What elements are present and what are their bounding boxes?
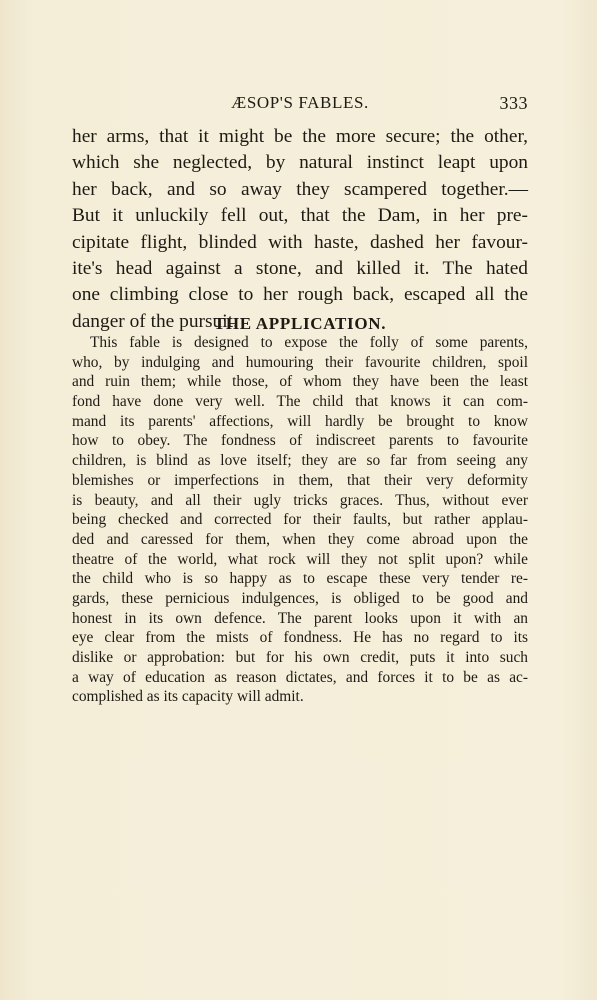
- text-line: ded and caressed for them, when they come abroad upon the: [72, 530, 528, 548]
- text-line: one climbing close to her rough back, escaped all the: [72, 284, 528, 306]
- text-line: the child who is so happy as to escape these very tender re-: [72, 570, 528, 588]
- text-line: honest in its own defence. The parent looks upon it with an: [72, 609, 528, 627]
- text-line: complished as its capacity will admit.: [72, 688, 304, 706]
- application-heading: THE APPLICATION.: [213, 314, 387, 333]
- text-line: eye clear from the mists of fondness. He has no regard to its: [72, 629, 528, 647]
- text-line: who, by indulging and humouring their favourite children, spoil: [72, 353, 528, 371]
- text-line: how to obey. The fondness of indiscreet parents to favourite: [72, 432, 528, 450]
- text-line: ite's head against a stone, and killed it. The hated: [72, 257, 528, 279]
- text-line: being checked and corrected for their faults, but rather applau-: [72, 511, 528, 529]
- running-title: ÆSOP'S FABLES.: [231, 93, 369, 112]
- text-line: children, is blind as love itself; they are so far from seeing any: [72, 452, 528, 470]
- text-line: dislike or approbation: but for his own credit, puts it into such: [72, 649, 528, 666]
- text-line: fond have done very well. The child that knows it can com-: [72, 393, 528, 411]
- text-line: and ruin them; while those, of whom they have been the least: [72, 373, 528, 391]
- running-head: [72, 93, 528, 115]
- text-line: gards, these pernicious indulgences, is obliged to be good and: [72, 589, 528, 607]
- text-line: cipitate flight, blinded with haste, dashed her favour-: [72, 231, 528, 253]
- text-line: But it unluckily fell out, that the Dam, in her pre-: [72, 205, 528, 227]
- text-line: blemishes or imperfections in them, that their very deformity: [72, 471, 528, 489]
- text-line: her arms, that it might be the more secure; the other,: [72, 126, 528, 147]
- text-line: her back, and so away they scampered together.—: [72, 178, 528, 200]
- text-line: a way of education as reason dictates, and forces it to be as ac-: [72, 668, 528, 686]
- text-line: mand its parents' affections, will hardly be brought to know: [72, 412, 528, 430]
- text-line: This fable is designed to expose the folly of some parents,: [90, 334, 528, 351]
- application-text-block: [72, 333, 528, 707]
- text-line: which she neglected, by natural instinct leapt upon: [72, 152, 528, 174]
- page-number: 333: [499, 93, 528, 113]
- fable-text-block: [72, 124, 528, 335]
- text-line: is beauty, and all their ugly tricks graces. Thus, without ever: [72, 491, 528, 509]
- text-line: theatre of the world, what rock will they not split upon? while: [72, 550, 528, 568]
- text-line: danger of the pursuit.: [72, 310, 238, 332]
